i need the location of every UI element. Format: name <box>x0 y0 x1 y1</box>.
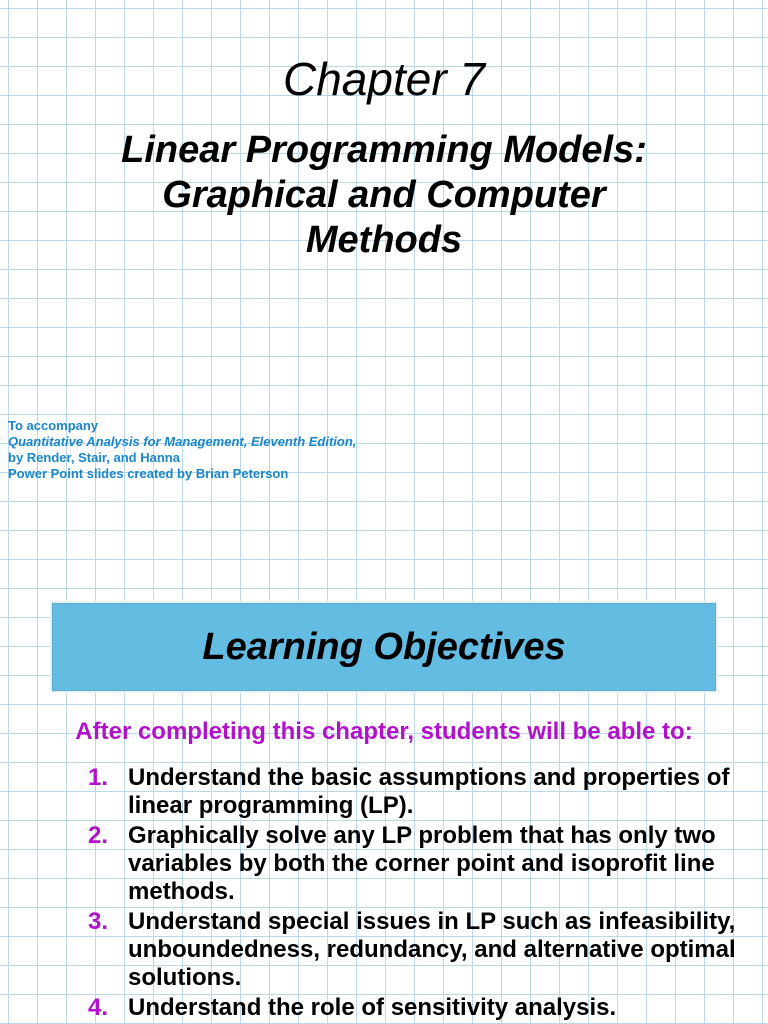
learning-objectives-title: Learning Objectives <box>202 625 566 668</box>
objective-number: 3. <box>88 908 109 935</box>
objective-text: Understand special issues in LP such as infeasibility, unboundedness, redundancy, and alternative optimal solutions. <box>128 908 736 991</box>
objective-text: Understand the basic assumptions and properties of linear programming (LP). <box>128 764 730 819</box>
credits-block <box>8 418 356 482</box>
chapter-subtitle <box>60 128 708 263</box>
chapter-title: Chapter 7 <box>282 53 485 105</box>
objective-item <box>88 822 748 906</box>
credits-authors: by Render, Stair, and Hanna <box>8 450 180 465</box>
objective-number: 1. <box>88 764 109 791</box>
objectives-intro: After completing this chapter, students will be able to: <box>75 718 693 745</box>
objectives-list <box>88 764 748 1024</box>
objective-text: Graphically solve any LP problem that has only two variables by both the corner point and isoprofit line methods. <box>128 822 716 905</box>
objective-number: 4. <box>88 994 109 1021</box>
subtitle-line-3: Methods <box>305 219 463 261</box>
objective-item <box>88 764 748 820</box>
objective-item <box>88 908 748 992</box>
learning-objectives-header <box>52 603 716 691</box>
credits-line-1: To accompany <box>8 418 99 433</box>
credits-book-title: Quantitative Analysis for Management, Eleventh Edition, <box>8 434 357 449</box>
objective-text: Understand the role of sensitivity analysis. <box>128 994 617 1021</box>
subtitle-line-1: Linear Programming Models: <box>121 129 647 171</box>
credits-slides-author: Power Point slides created by Brian Peterson <box>8 466 289 481</box>
objective-item <box>88 994 748 1022</box>
subtitle-line-2: Graphical and Computer <box>162 174 606 216</box>
objective-number: 2. <box>88 822 109 849</box>
